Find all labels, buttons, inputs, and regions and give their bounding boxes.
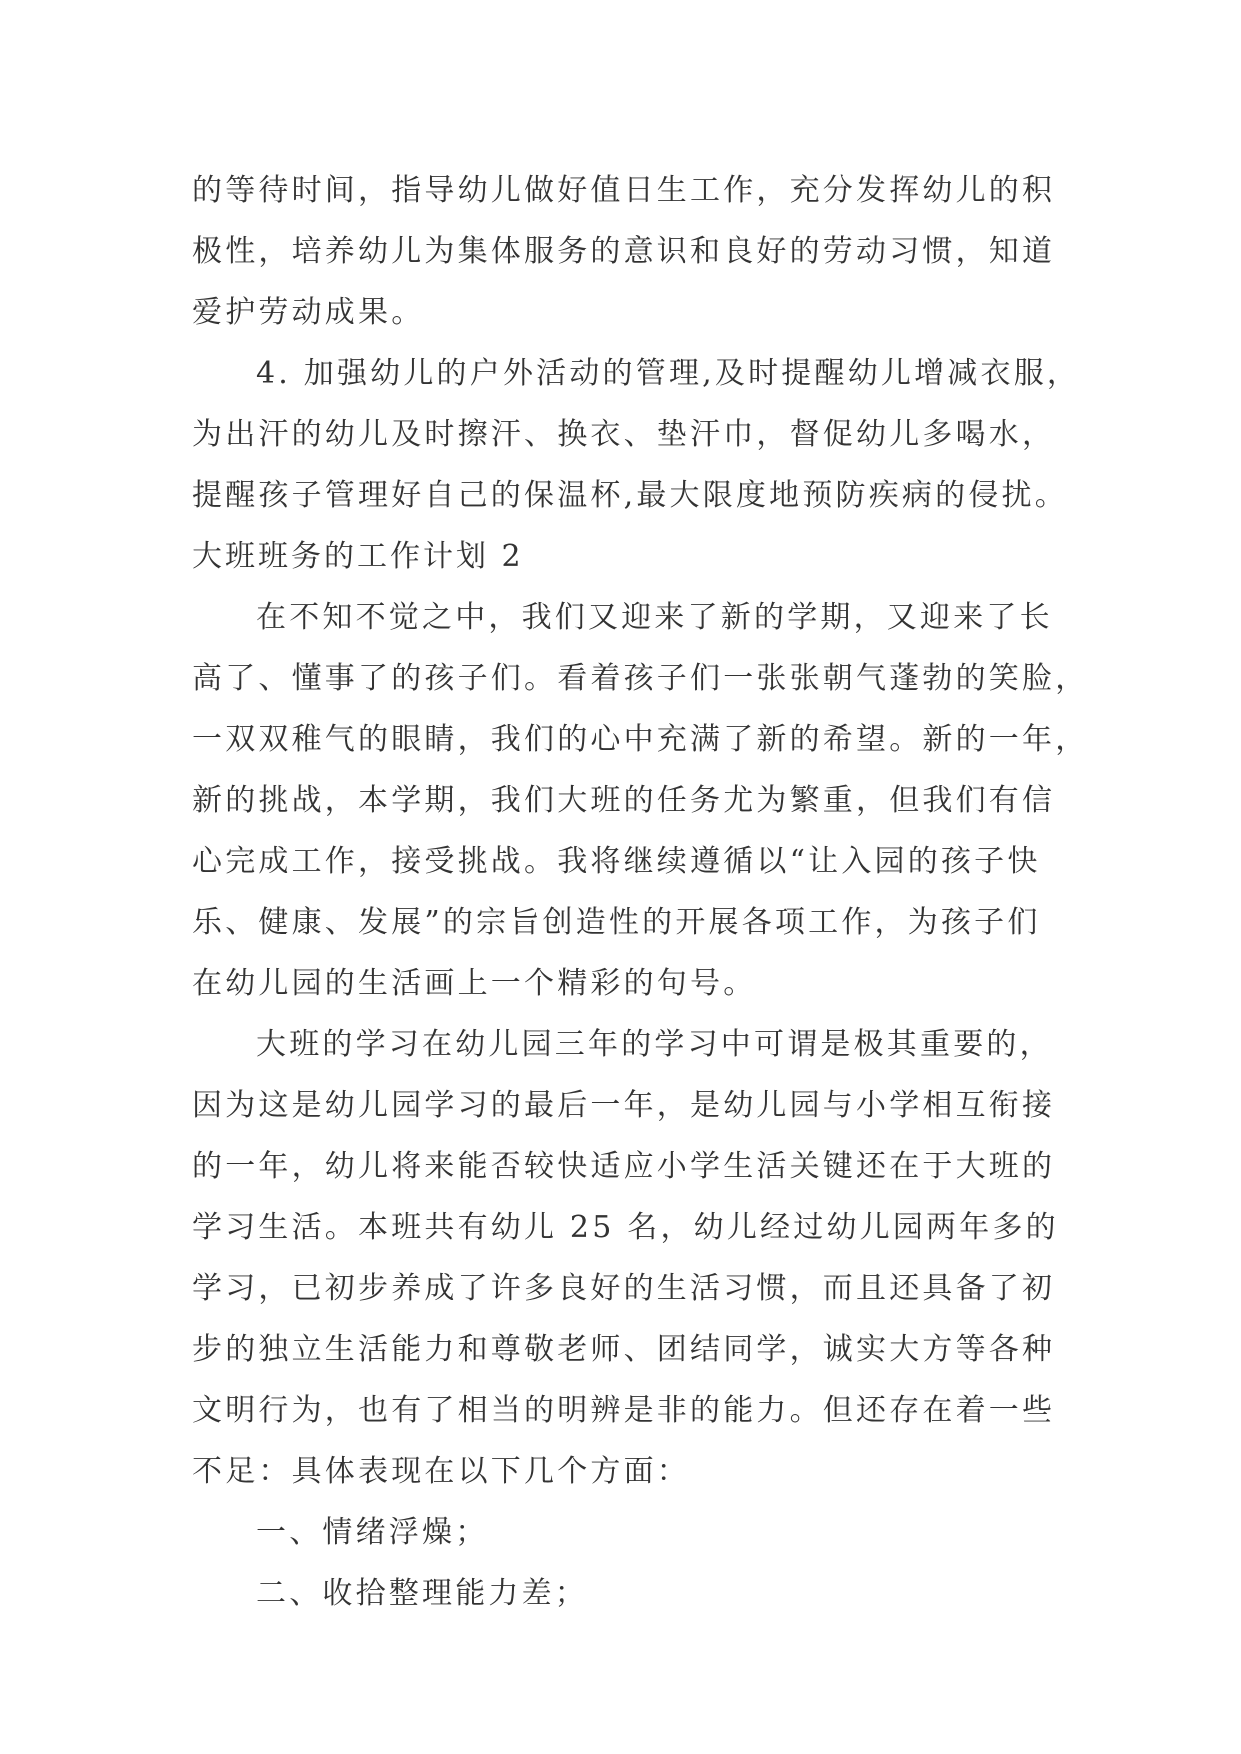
text-line: 在不知不觉之中，我们又迎来了新的学期，又迎来了长 <box>256 600 1053 635</box>
text-line: 爱护劳动成果。 <box>192 295 425 330</box>
text-line: 在幼儿园的生活画上一个精彩的句号。 <box>192 966 757 1001</box>
section-heading: 大班班务的工作计划 2 <box>192 539 524 574</box>
text-line: 为出汗的幼儿及时擦汗、换衣、垫汗巾，督促幼儿多喝水， <box>192 417 1056 452</box>
text-line: 新的挑战，本学期，我们大班的任务尤为繁重，但我们有信 <box>192 783 1056 818</box>
text-line: 学习，已初步养成了许多良好的生活习惯，而且还具备了初 <box>192 1271 1056 1306</box>
list-item: 一、情绪浮燥； <box>256 1515 489 1550</box>
text-line: 步的独立生活能力和尊敬老师、团结同学，诚实大方等各种 <box>192 1332 1056 1367</box>
text-line: 的等待时间，指导幼儿做好值日生工作，充分发挥幼儿的积 <box>192 173 1056 208</box>
text-line: 一双双稚气的眼睛，我们的心中充满了新的希望。新的一年， <box>192 722 1089 757</box>
text-line: 的一年，幼儿将来能否较快适应小学生活关键还在于大班的 <box>192 1149 1056 1184</box>
text-line: 文明行为，也有了相当的明辨是非的能力。但还存在着一些 <box>192 1393 1056 1428</box>
document-body <box>192 160 1089 1624</box>
text-line: 乐、健康、发展”的宗旨创造性的开展各项工作，为孩子们 <box>192 905 1041 940</box>
text-line: 极性，培养幼儿为集体服务的意识和良好的劳动习惯，知道 <box>192 234 1056 269</box>
text-line: 因为这是幼儿园学习的最后一年，是幼儿园与小学相互衔接 <box>192 1088 1056 1123</box>
text-line: 高了、懂事了的孩子们。看着孩子们一张张朝气蓬勃的笑脸， <box>192 661 1089 696</box>
list-item: 二、收拾整理能力差； <box>256 1576 588 1611</box>
text-line: 心完成工作，接受挑战。我将继续遵循以“让入园的孩子快 <box>192 844 1041 879</box>
text-line: 不足：具体表现在以下几个方面： <box>192 1454 690 1489</box>
text-line: 4. 加强幼儿的户外活动的管理,及时提醒幼儿增减衣服， <box>256 356 1081 391</box>
text-line: 大班的学习在幼儿园三年的学习中可谓是极其重要的， <box>256 1027 1053 1062</box>
text-line: 学习生活。本班共有幼儿 25 名，幼儿经过幼儿园两年多的 <box>192 1210 1059 1245</box>
text-line: 提醒孩子管理好自己的保温杯,最大限度地预防疾病的侵扰。 <box>192 478 1068 513</box>
